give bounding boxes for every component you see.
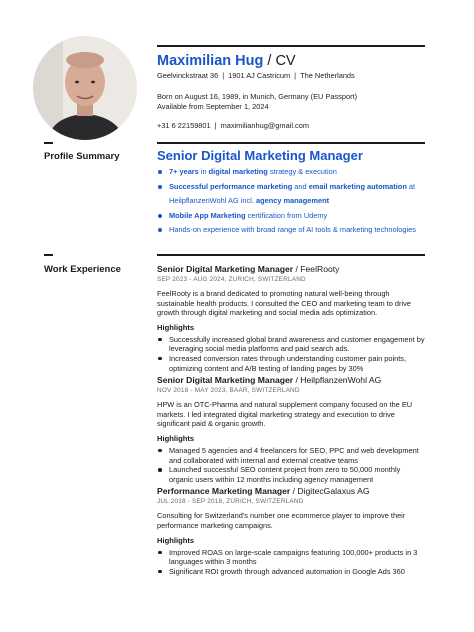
born-line: Born on August 16, 1989, in Munich, Germany (EU Passport) (157, 92, 358, 101)
contact-line: +31 6 22159801 | maximilianhug@gmail.com (157, 121, 309, 130)
profile-label: Profile Summary (44, 151, 120, 162)
profile-item (157, 223, 425, 238)
profile-item-text: Successful performance marketing (169, 181, 293, 191)
highlight-item: Significant ROI growth through advanced automation in Google Ads 360 (157, 567, 425, 577)
profile-item-text: certification from Udemy (245, 210, 328, 220)
header-rule (157, 45, 425, 47)
job-summary: HPW is an OTC-Pharma and natural supplement company focused on the EU markets. I led integrated digital marketing strategy and execution to drive significant paid & organic growth. (157, 400, 413, 429)
profile-item-text: and (292, 181, 309, 191)
experience-label: Work Experience (44, 264, 121, 275)
experience-section (157, 264, 425, 576)
profile-item (157, 180, 425, 209)
job-entry (157, 264, 425, 373)
header-block (157, 53, 425, 131)
cv-suffix: / CV (267, 53, 296, 69)
profile-item (157, 209, 425, 224)
address-country: The Netherlands (300, 71, 355, 80)
profile-item-text: Mobile App Marketing (169, 210, 246, 220)
profile-item-text: agency management (255, 196, 330, 205)
phone-number: +31 6 22159801 (157, 121, 211, 130)
profile-item-text: email marketing automation (308, 181, 407, 191)
job-company: / DigitecGalaxus AG (292, 486, 370, 497)
job-title (157, 486, 425, 497)
highlights-list (157, 548, 425, 577)
job-dates-location: SEP 2023 - AUG 2024, ZURICH, SWITZERLAND (157, 276, 306, 283)
candidate-name: Maximilian Hug (157, 53, 264, 69)
portrait-image (33, 36, 137, 140)
highlight-item: Managed 5 agencies and 4 freelancers for SEO, PPC and web development and collaborated with internal and external creative teams (157, 446, 425, 465)
profile-item-text: Hands-on experience with broad range of AI tools & marketing technologies (169, 225, 416, 234)
job-dates-location: NOV 2018 - MAY 2023, BAAR, SWITZERLAND (157, 387, 300, 395)
highlight-item: Improved ROAS on large-scale campaigns featuring 100,000+ products in 3 languages within 3 months (157, 548, 425, 567)
highlight-item: Increased conversion rates through understanding customer pain points, optimizing content and A/B testing of landing pages by 30% (157, 354, 425, 373)
job-role: Performance Marketing Manager (157, 486, 291, 497)
email-address: maximilianhug@gmail.com (220, 121, 309, 130)
job-summary: Consulting for Switzerland's number one ecommerce player to improve their performance marketing campaigns. (157, 511, 406, 530)
job-title (157, 375, 425, 386)
profile-item-text: digital marketing (208, 167, 268, 176)
highlights-heading: Highlights (157, 535, 195, 545)
job-entry (157, 486, 425, 576)
highlights-list (157, 335, 425, 373)
address-city: 1901 AJ Castricum (228, 71, 291, 80)
job-title (157, 264, 425, 275)
profile-item-text: at HeilpflanzenWohl AG incl. (169, 181, 416, 205)
highlights-list (157, 446, 425, 484)
job-entry (157, 375, 425, 484)
job-company: / HeilpflanzenWohl AG (295, 375, 382, 386)
profile-item (157, 165, 425, 180)
highlights-heading: Highlights (157, 433, 195, 443)
highlight-item: Launched successful SEO content project from zero to 50,000 monthly organic users within 12 months including agency management (157, 465, 425, 484)
profile-marker (44, 142, 53, 144)
experience-marker (44, 254, 53, 256)
address-street: Geelvinckstraat 36 (157, 71, 219, 80)
profile-title: Senior Digital Marketing Manager (157, 148, 363, 163)
profile-photo (33, 36, 137, 140)
address-line: Geelvinckstraat 36 | 1901 AJ Castricum | The Netherlands (157, 71, 355, 80)
profile-item-text: 7+ years (169, 167, 199, 176)
highlights-heading: Highlights (157, 322, 195, 332)
profile-rule (157, 142, 425, 144)
profile-list (157, 165, 425, 238)
experience-rule (157, 254, 425, 256)
availability-line: Available from September 1, 2024 (157, 102, 269, 111)
name-line (157, 53, 425, 70)
job-dates-location: JUL 2018 - SEP 2018, ZURICH, SWITZERLAND (157, 498, 304, 506)
job-company: / FeelRooty (295, 264, 340, 274)
job-summary: FeelRooty is a brand dedicated to promoting natural well-being through sustainable health products. I consulted the CEO and marketing team to drive growth through digital marketing and social media ads optimization. (157, 289, 411, 318)
job-role: Senior Digital Marketing Manager (157, 375, 294, 386)
profile-section (157, 148, 425, 238)
highlight-item: Successfully increased global brand awareness and customer engagement by leveraging social media platforms and paid search ads. (157, 335, 425, 354)
profile-item-text: strategy & execution (267, 167, 337, 176)
job-role: Senior Digital Marketing Manager (157, 264, 294, 274)
profile-item-text: in (198, 167, 209, 176)
